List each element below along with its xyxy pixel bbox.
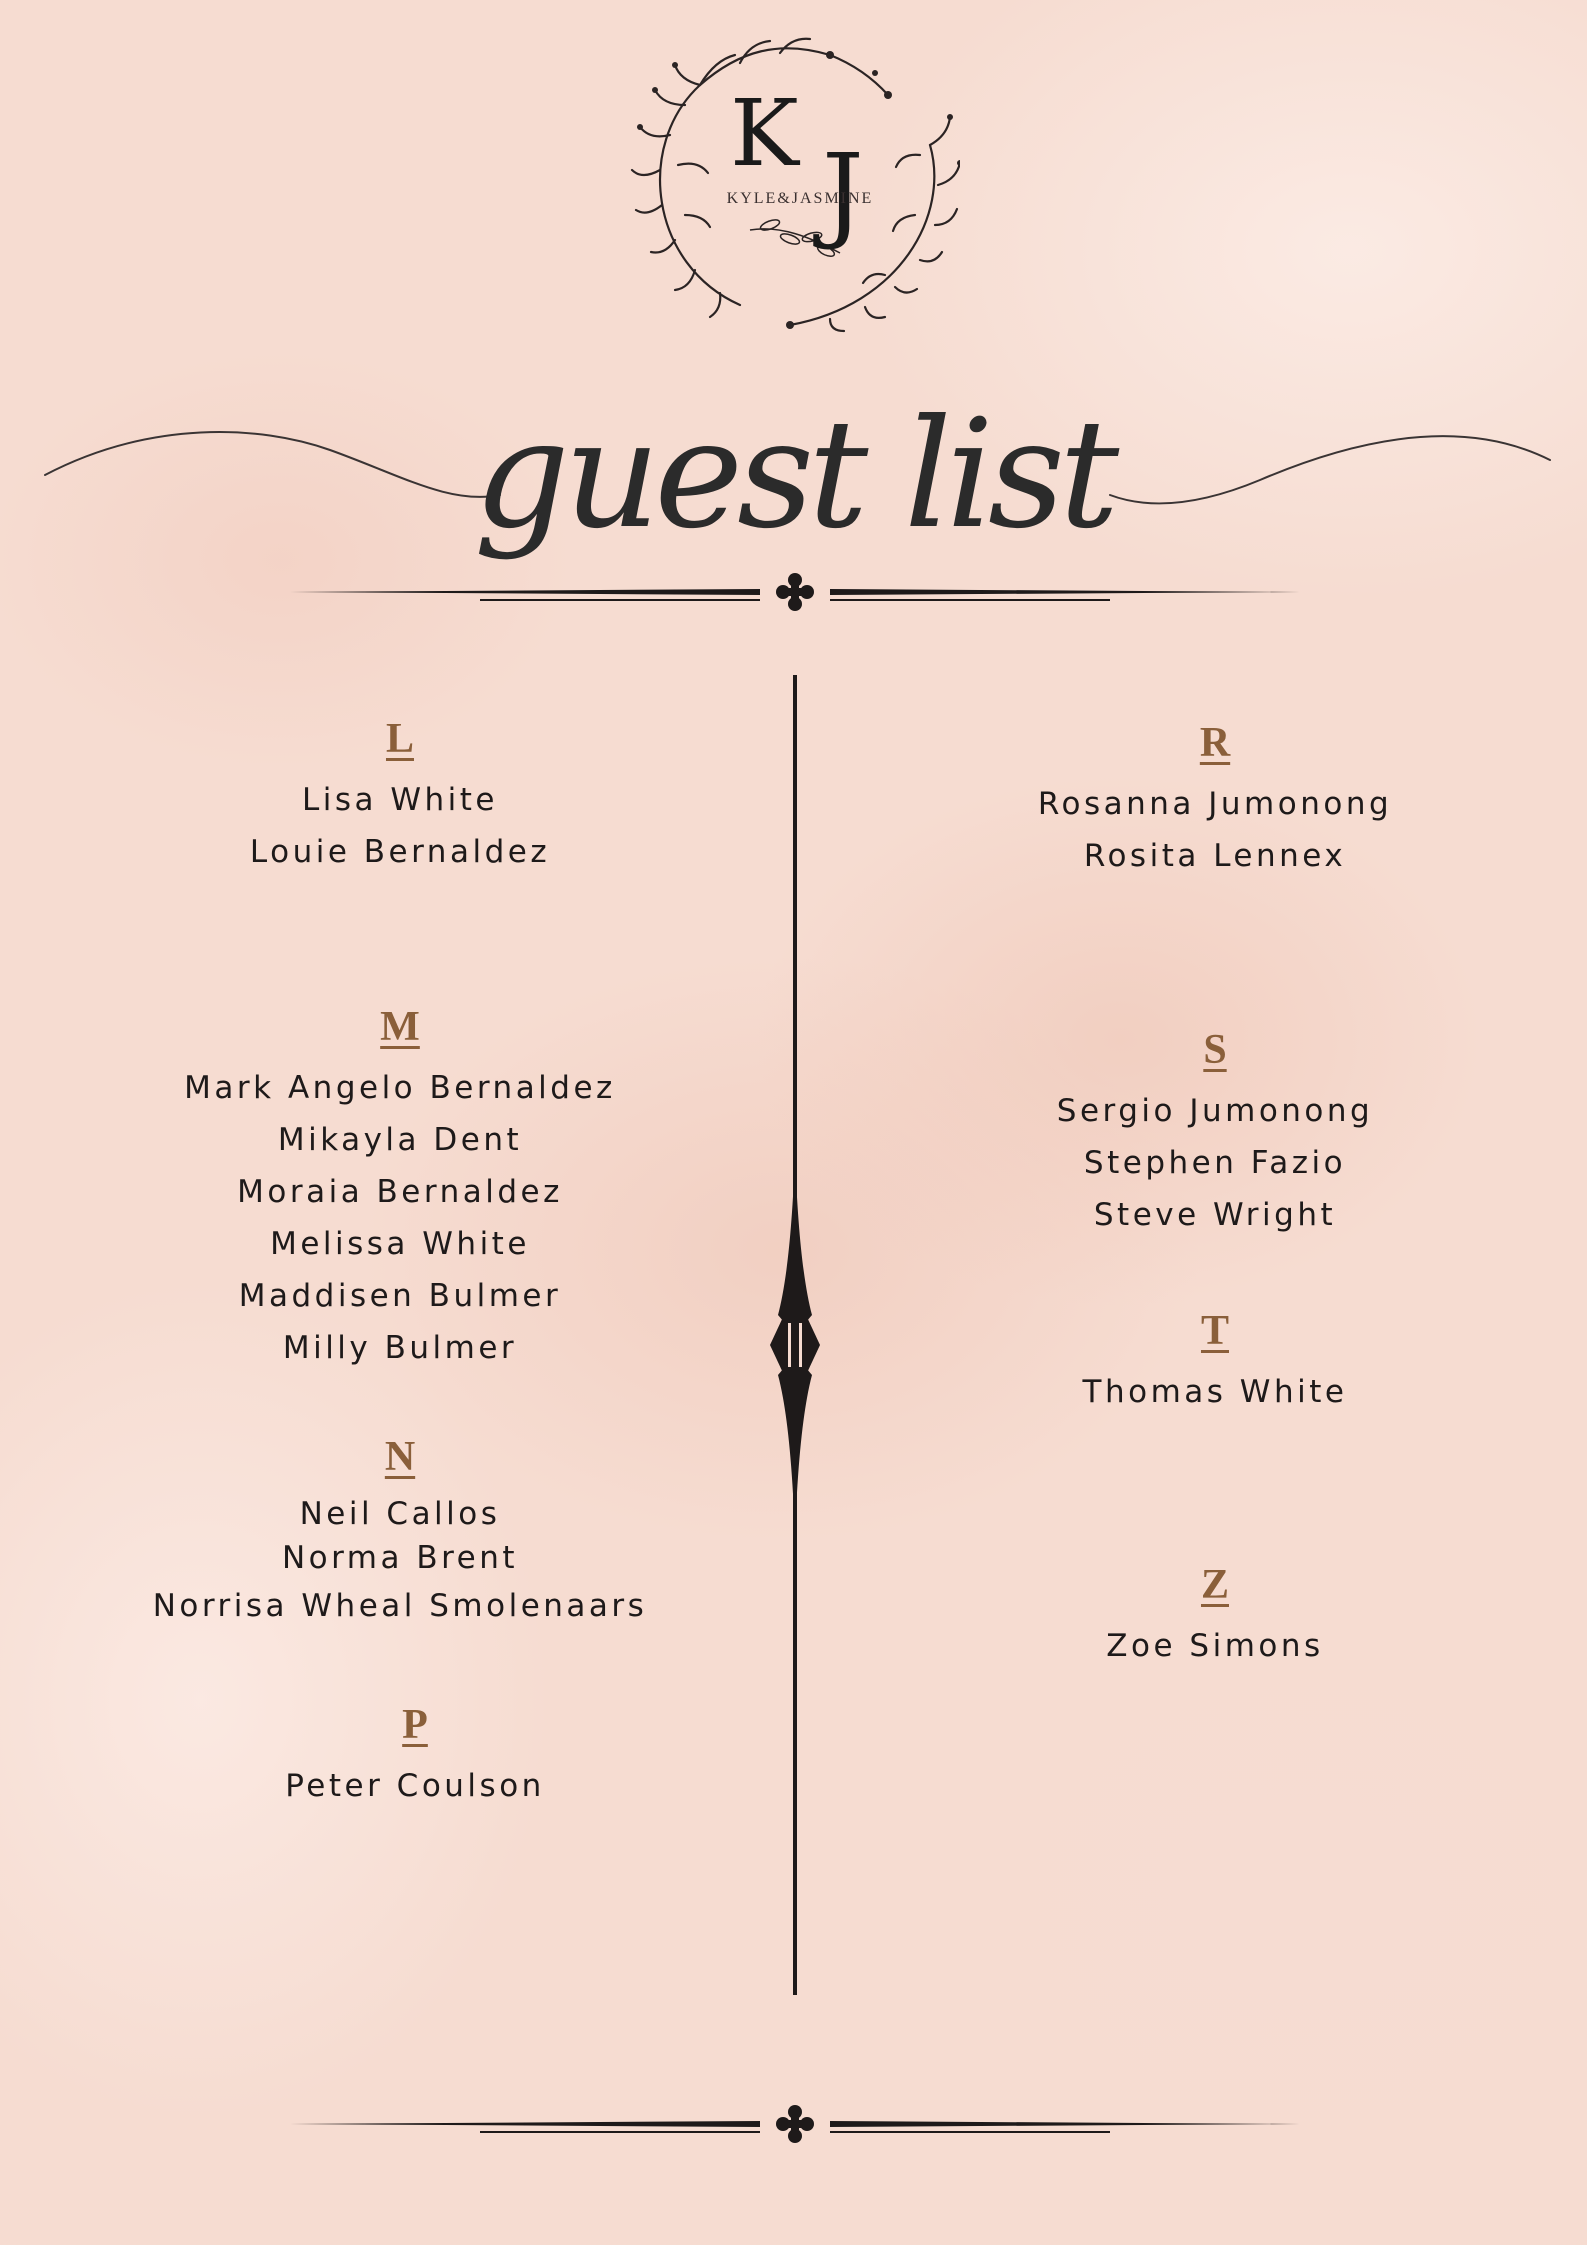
guest-name: Lisa White	[301, 782, 499, 818]
group-letter: M	[380, 1004, 420, 1050]
guest-name: Mark Angelo Bernaldez	[184, 1070, 616, 1106]
guest-name: Milly Bulmer	[282, 1330, 518, 1366]
group-letter: S	[1203, 1027, 1227, 1073]
group-s	[915, 1029, 1515, 1241]
group-letter: N	[384, 1434, 416, 1480]
group-letter: R	[1199, 720, 1231, 766]
guest-name: Sergio Jumonong	[1056, 1093, 1374, 1129]
guest-name: Peter Coulson	[285, 1768, 545, 1804]
group-letter: L	[385, 716, 414, 762]
group-r	[915, 722, 1515, 882]
guest-name: Stephen Fazio	[1083, 1145, 1347, 1181]
group-n	[100, 1436, 700, 1632]
group-letter: Z	[1200, 1562, 1229, 1608]
monogram-names: KYLE&JASMINE	[726, 190, 874, 207]
guest-name: Moraia Bernaldez	[237, 1174, 563, 1210]
group-p	[115, 1704, 715, 1812]
guest-name: Thomas White	[1082, 1374, 1348, 1410]
guest-name: Rosita Lennex	[1083, 838, 1347, 874]
guest-name: Rosanna Jumonong	[1037, 786, 1393, 822]
guest-name: Steve Wright	[1093, 1197, 1337, 1233]
top-ornament-divider	[290, 572, 1300, 612]
group-letter: T	[1200, 1308, 1229, 1354]
group-letter: P	[402, 1702, 428, 1748]
monogram-initial-j: J	[822, 131, 864, 253]
guest-name: Maddisen Bulmer	[238, 1278, 562, 1314]
guest-name: Neil Callos	[299, 1496, 501, 1532]
group-m	[100, 1006, 700, 1374]
guest-name: Norma Brent	[281, 1540, 519, 1576]
center-vertical-divider	[760, 675, 830, 1995]
page-title: guest list	[473, 388, 1114, 562]
monogram-initial-k: K	[730, 80, 799, 187]
bottom-ornament-divider	[290, 2104, 1300, 2144]
group-z	[915, 1564, 1515, 1672]
guest-name: Melissa White	[270, 1226, 530, 1262]
guest-name: Norrisa Wheal Smolenaars	[152, 1588, 648, 1624]
guest-name: Mikayla Dent	[277, 1122, 523, 1158]
group-l	[100, 718, 700, 878]
guest-name: Zoe Simons	[1106, 1628, 1324, 1664]
group-t	[915, 1310, 1515, 1418]
guest-name: Louie Bernaldez	[249, 834, 551, 870]
